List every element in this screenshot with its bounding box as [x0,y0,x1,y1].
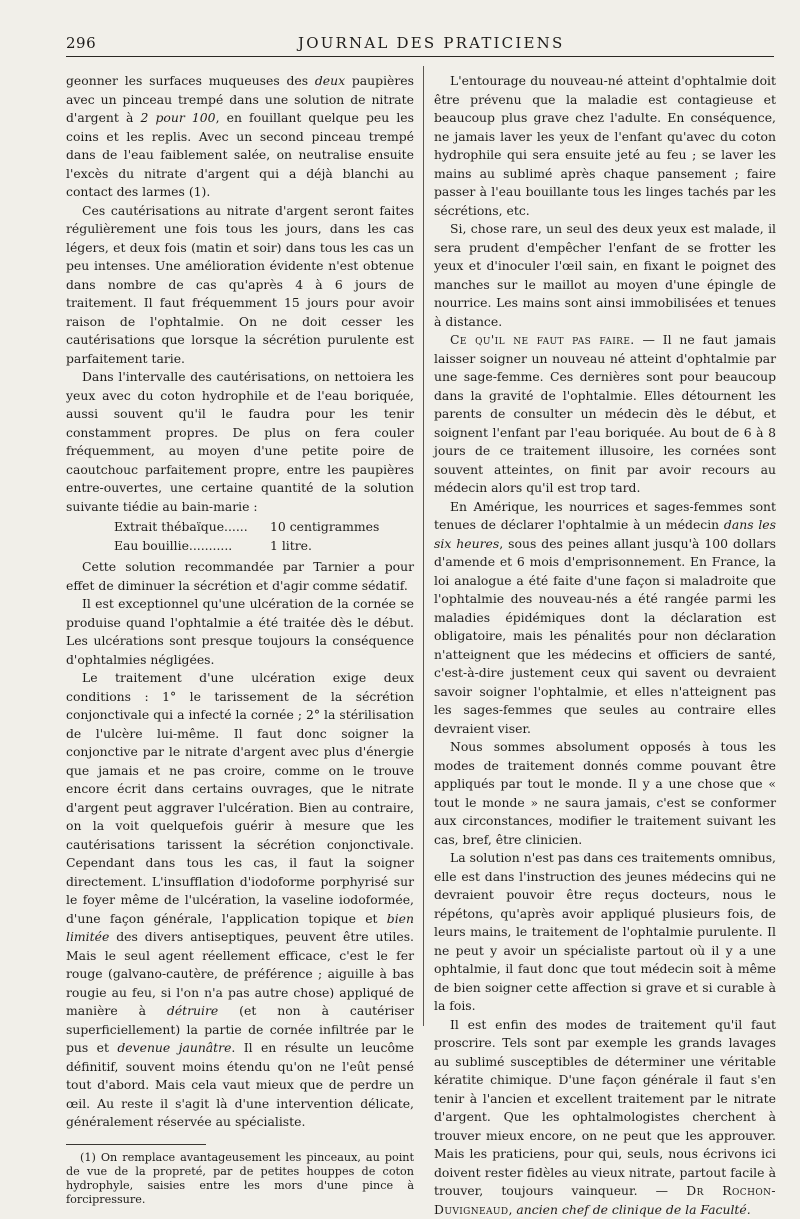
paragraph: geonner les surfaces muqueuses des deux paupières avec un pinceau trempé dans une solution de nitrate d'argent à 2 pour 100, en fouillant quelque peu les coins et les replis. Avec un second pinceau trempé dans de l'eau faiblement salée, on neutralise ensuite l'excès du nitrate d'argent qui a déjà blanchi au contact des larmes (1). [66,72,414,202]
formula-row [114,537,414,556]
author-role: ancien chef de clinique de la Faculté. [516,1202,750,1217]
paragraph: Si, chose rare, un seul des deux yeux est malade, il sera prudent d'empêcher l'enfant de se frotter les yeux et d'inoculer l'œil sain, en fixant le poignet des manches sur le maillot au moyen d'une épingle de nourrice. Les mains sont ainsi immobilisées et tenues à distance. [434,220,776,331]
formula-quantity: 1 litre. [270,537,312,556]
paragraph: Il est exceptionnel qu'une ulcération de la cornée se produise quand l'ophtalmie a été traitée dès le début. Les ulcérations sont presque toujours la conséquence d'ophtalmies négligées. [66,595,414,669]
formula-ingredient: Eau bouillie........... [114,537,270,556]
paragraph: Dans l'intervalle des cautérisations, on nettoiera les yeux avec du coton hydrophile et de l'eau boriquée, aussi souvent qu'il le faudra pour les tenir constamment propres. De plus on fera couler fréquemment, au moyen d'une petite poire de caoutchouc parfaitement propre, entre les paupières entre-ouvertes, une certaine quantité de la solution suivante tiédie au bain-marie : [66,368,414,516]
formula-quantity: 10 centigrammes [270,518,379,537]
formula-row [114,518,414,537]
column-divider [423,66,424,1026]
paragraph: Le traitement d'une ulcération exige deux conditions : 1° le tarissement de la sécrétion conjonctivale qui a infecté la cornée ; 2° la stérilisation de l'ulcère lui-même. Il faut donc soigner la conjonctive par le nitrate d'argent avec plus d'énergie que jamais et ne pas croire, comme on le trouve encore écrit dans certains ouvrages, que le nitrate d'argent peut aggraver l'ulcération. Bien au contraire, on la voit quelquefois guérir à mesure que les cautérisations tarissent la sécrétion conjonctivale. Cependant dans tous les cas, il faut la soigner directement. L'insufflation d'iodoforme porphyrisé sur le foyer même de l'ulcération, la vaseline iodoformée, d'une façon générale, l'application topique et bien limitée des divers antiseptiques, peuvent être utiles. Mais le seul agent réellement efficace, c'est le fer rouge (galvano-cautère, de préférence ; aiguille à bas rougie au feu, si l'on n'a pas autre chose) appliqué de manière à détruire (et non à cautériser superficiellement) la partie de cornée infiltrée par le pus et devenue jaunâtre. Il en résulte un leucôme définitif, souvent moins étendu qu'on ne l'eût pensé tout d'abord. Mais cela vaut mieux que de perdre un œil. Au reste il s'agit là d'une intervention délicate, généralement réservée au spécialiste. [66,669,414,1132]
page-header [66,34,774,57]
right-column [434,72,776,1219]
page-number: 296 [66,34,96,52]
paragraph: Il est enfin des modes de traitement qu'il faut proscrire. Tels sont par exemple les grands lavages au sublimé susceptibles de déterminer une véritable kératite chimique. D'une façon générale il faut s'en tenir à l'ancien et excellent traitement par le nitrate d'argent. Que les ophtalmologistes cherchent à trouver mieux encore, on ne peut que les approuver. Mais les praticiens, pour qui, seuls, nous écrivons ici doivent rester fidèles au vieux nitrate, partout facile à trouver, toujours vainqueur. — Dr Rochon-Duvigneaud, ancien chef de clinique de la Faculté. [434,1016,776,1219]
paragraph: L'entourage du nouveau-né atteint d'ophtalmie doit être prévenu que la maladie est contagieuse et beaucoup plus grave chez l'adulte. En conséquence, ne jamais laver les yeux de l'enfant qu'avec du coton hydrophile qui sera ensuite jeté au feu ; se laver les mains au sublimé après chaque pansement ; faire passer à l'eau bouillante tous les linges tachés par les sécrétions, etc. [434,72,776,220]
paragraph: Ce qu'il ne faut pas faire. — Il ne faut jamais laisser soigner un nouveau né atteint d'ophtalmie par une sage-femme. Ces dernières sont pour beaucoup dans la gravité de l'ophtalmie. Elles détournent les parents de consulter un médecin dès le début, et soignent l'enfant par l'eau boriquée. Au bout de 6 à 8 jours de ce traitement illusoire, les cornées sont souvent atteintes, on finit par avoir recours au médecin alors qu'il est trop tard. [434,331,776,498]
section-heading: Ce qu'il ne faut pas faire. [450,332,635,347]
author-name: Dr Rochon-Duvigneaud [434,1183,776,1217]
paragraph: Cette solution recommandée par Tarnier a pour effet de diminuer la sécrétion et d'agir comme sédatif. [66,558,414,595]
journal-title: JOURNAL DES PRATICIENS [298,34,564,52]
paragraph: La solution n'est pas dans ces traitements omnibus, elle est dans l'instruction des jeunes médecins qui ne devraient pouvoir être reçus docteurs, nous le répétons, qu'après avoir appliqué plusieurs fois, de leurs mains, le traitement de l'ophtalmie purulente. Il ne peut y avoir un spécialiste partout où il y a une ophtalmie, il faut donc que tout médecin soit à même de bien soigner cette affection si grave et si curable à la fois. [434,849,776,1016]
left-column [66,72,414,1207]
formula [114,518,414,555]
paragraph: Nous sommes absolument opposés à tous les modes de traitement donnés comme pouvant être appliqués par tout le monde. Il y a une chose que « tout le monde » ne saura jamais, c'est se conformer aux circonstances, modifier le traitement suivant les cas, bref, être clinicien. [434,738,776,849]
paragraph: Ces cautérisations au nitrate d'argent seront faites régulièrement une fois tous les jours, dans les cas légers, et deux fois (matin et soir) dans tous les cas un peu intenses. Une amélioration évidente n'est obtenue dans nombre de cas qu'après 4 à 6 jours de traitement. Il faut fréquemment 15 jours pour avoir raison de l'ophtalmie. On ne doit cesser les cautérisations que lorsque la sécrétion purulente est parfaitement tarie. [66,202,414,369]
footnote: (1) On remplace avantageusement les pinceaux, au point de vue de la propreté, par de petites houppes de coton hydrophyle, saisies entre les mors d'une pince à forcipressure. [66,1151,414,1207]
formula-ingredient: Extrait thébaïque...... [114,518,270,537]
paragraph: En Amérique, les nourrices et sages-femmes sont tenues de déclarer l'ophtalmie à un médecin dans les six heures, sous des peines allant jusqu'à 100 dollars d'amende et 6 mois d'emprisonnement. En France, la loi analogue a été faite d'une façon si maladroite que l'ophtalmie des nouveau-nés a été rangée parmi les maladies épidémiques dont la déclaration est obligatoire, mais les pénalités pour non déclaration n'atteignent que les médecins et officiers de santé, c'est-à-dire justement ceux qui savent ou devraient savoir soigner l'ophtalmie, et elles n'atteignent pas les sages-femmes que seules au contraire elles devraient viser. [434,498,776,739]
footnote-rule [66,1144,206,1145]
